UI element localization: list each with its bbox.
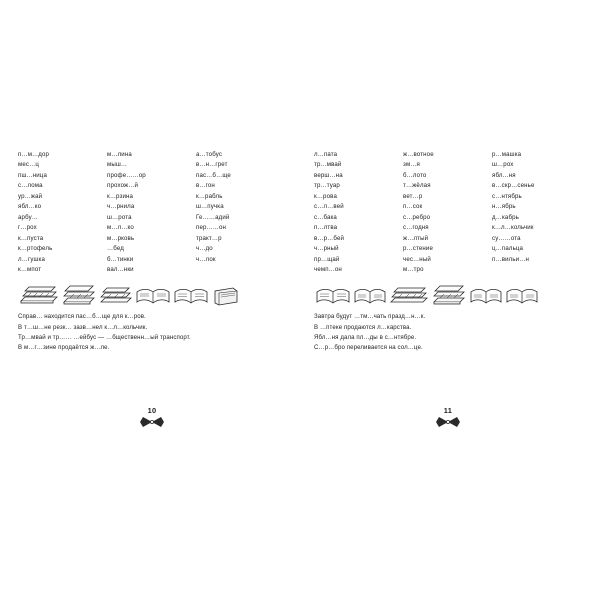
stack-of-books-icon: [389, 284, 429, 306]
word-item: ябл…ко: [18, 203, 42, 211]
books-illustration-row-right: [314, 280, 582, 306]
word-item: …бед: [107, 245, 124, 253]
word-item: с…годня: [403, 224, 429, 232]
bow-ornament: [18, 416, 286, 428]
word-column-1: [314, 150, 403, 275]
stack-of-books-icon: [431, 282, 467, 306]
word-column-3: [492, 150, 581, 275]
word-item: в…скр…сенье: [492, 182, 535, 190]
word-item: прохож…й: [107, 182, 139, 190]
word-item: д…кабрь: [492, 213, 519, 221]
word-item: к…мпот: [18, 265, 42, 273]
word-item: пер……он: [196, 224, 227, 232]
closed-book-icon: [211, 286, 241, 306]
page-left: [18, 150, 286, 450]
word-item: арбу…: [18, 213, 39, 221]
word-item: с…лома: [18, 182, 43, 190]
page-footer-left: [18, 406, 286, 428]
word-column-2: [403, 150, 492, 275]
word-item: вал…нки: [107, 265, 134, 273]
word-item: с…бака: [314, 213, 337, 221]
open-book-icon: [315, 287, 351, 306]
word-item: Ге……адий: [196, 213, 230, 221]
word-item: ябл…ня: [492, 171, 516, 179]
bow-ornament: [314, 416, 582, 428]
sentence-item: Справ… находится пас…б…ще для к…ров.: [18, 313, 146, 321]
word-item: м…рковь: [107, 234, 135, 242]
word-item: а…тобус: [196, 151, 223, 158]
word-item: р…машка: [492, 151, 522, 158]
page-right: [314, 150, 582, 450]
stack-of-books-icon: [99, 286, 133, 306]
word-item: ц…пальца: [492, 245, 524, 253]
word-item: вет…р: [403, 192, 423, 200]
open-book-icon: [353, 287, 387, 306]
word-item: м…тро: [403, 265, 424, 273]
word-item: ч…рный: [314, 245, 339, 253]
word-item: р…стение: [403, 245, 433, 253]
word-item: тр…туар: [314, 182, 340, 190]
word-item: ч…лок: [196, 255, 216, 263]
word-item: пр…щай: [314, 255, 340, 263]
books-illustration-row-left: [18, 280, 286, 306]
word-item: ж…лтый: [403, 234, 429, 242]
word-item: в…гон: [196, 182, 215, 190]
word-item: тракт…р: [196, 234, 222, 242]
word-column-1: [18, 150, 107, 275]
word-item: м…л…ко: [107, 224, 134, 232]
word-column-2: [107, 150, 196, 275]
word-item: п…м…дор: [18, 151, 50, 158]
word-item: тр…мвай: [314, 161, 342, 169]
word-item: к…рова: [314, 192, 337, 200]
word-item: верш…на: [314, 171, 343, 179]
sentence-item: Тр…мвай и тр…… …ейбус — …бщественн…ый транспорт.: [18, 334, 191, 342]
word-item: б…лото: [403, 171, 427, 179]
word-item: м…лина: [107, 151, 132, 158]
sentence-item: В т…ш…не резк… зазв…нел к…л…кольчик.: [18, 323, 148, 331]
word-item: н…ябрь: [492, 203, 516, 211]
word-item: с…ребро: [403, 213, 431, 221]
word-item: п…вильи…н: [492, 255, 529, 263]
word-item: к…пуста: [18, 234, 44, 242]
stack-of-books-icon: [19, 284, 59, 306]
word-item: пш…ница: [18, 171, 47, 179]
word-item: ш…рох: [492, 161, 514, 169]
page-number: 10: [147, 406, 157, 415]
word-list-left: [18, 150, 286, 275]
open-book-icon: [505, 287, 539, 306]
stack-of-books-icon: [61, 282, 97, 306]
word-item: ур…жай: [18, 192, 43, 200]
word-item: л…гушка: [18, 255, 46, 263]
word-list-right: [314, 150, 582, 275]
word-item: ш…пучка: [196, 203, 224, 211]
word-item: мыш…: [107, 161, 128, 169]
word-item: профе……ор: [107, 171, 146, 179]
word-item: мес…ц: [18, 161, 39, 169]
sentence-item: В …птеке продаются л…карства.: [314, 323, 412, 331]
word-item: зм…я: [403, 161, 420, 169]
word-item: в…р…бей: [314, 234, 345, 242]
word-column-3: [196, 150, 285, 275]
word-item: пас…б…ще: [196, 171, 231, 179]
sentence-list-left: [18, 312, 286, 353]
word-item: ч…до: [196, 245, 213, 253]
sentence-item: С…р…бро переливается на сол…це.: [314, 344, 423, 352]
word-item: с…нтябрь: [492, 192, 522, 200]
sentence-list-right: [314, 312, 582, 353]
page-number: 11: [443, 406, 453, 415]
word-item: к…рзина: [107, 192, 134, 200]
sentence-item: Завтра будут …тм…чать празд…н…к.: [314, 313, 426, 321]
word-item: п…лтва: [314, 224, 338, 232]
word-item: чемп…он: [314, 265, 342, 273]
word-item: к…ртофель: [18, 245, 53, 253]
word-item: ш…рота: [107, 213, 132, 221]
open-book-icon: [469, 287, 503, 306]
open-book-icon: [173, 287, 209, 306]
sentence-item: Ябл…ня дала пл…ды в с…нтябре.: [314, 334, 417, 342]
word-item: с…л…вей: [314, 203, 344, 211]
book-spread: [18, 150, 582, 450]
word-item: л…пата: [314, 151, 338, 158]
word-item: б…тинки: [107, 255, 134, 263]
word-item: ч…рнила: [107, 203, 135, 211]
word-item: чес…ный: [403, 255, 431, 263]
word-item: т…жёлая: [403, 182, 431, 190]
word-item: п…сок: [403, 203, 423, 211]
word-item: су……ота: [492, 234, 521, 242]
word-item: ж…вотное: [403, 151, 434, 158]
word-item: в…н…грет: [196, 161, 228, 169]
open-book-icon: [135, 287, 171, 306]
word-item: к…л…кольчик: [492, 224, 534, 232]
page-footer-right: [314, 406, 582, 428]
word-item: г…рох: [18, 224, 37, 232]
sentence-item: В м…г…зине продаётся ж…ле.: [18, 344, 110, 352]
word-item: к…рабль: [196, 192, 223, 200]
